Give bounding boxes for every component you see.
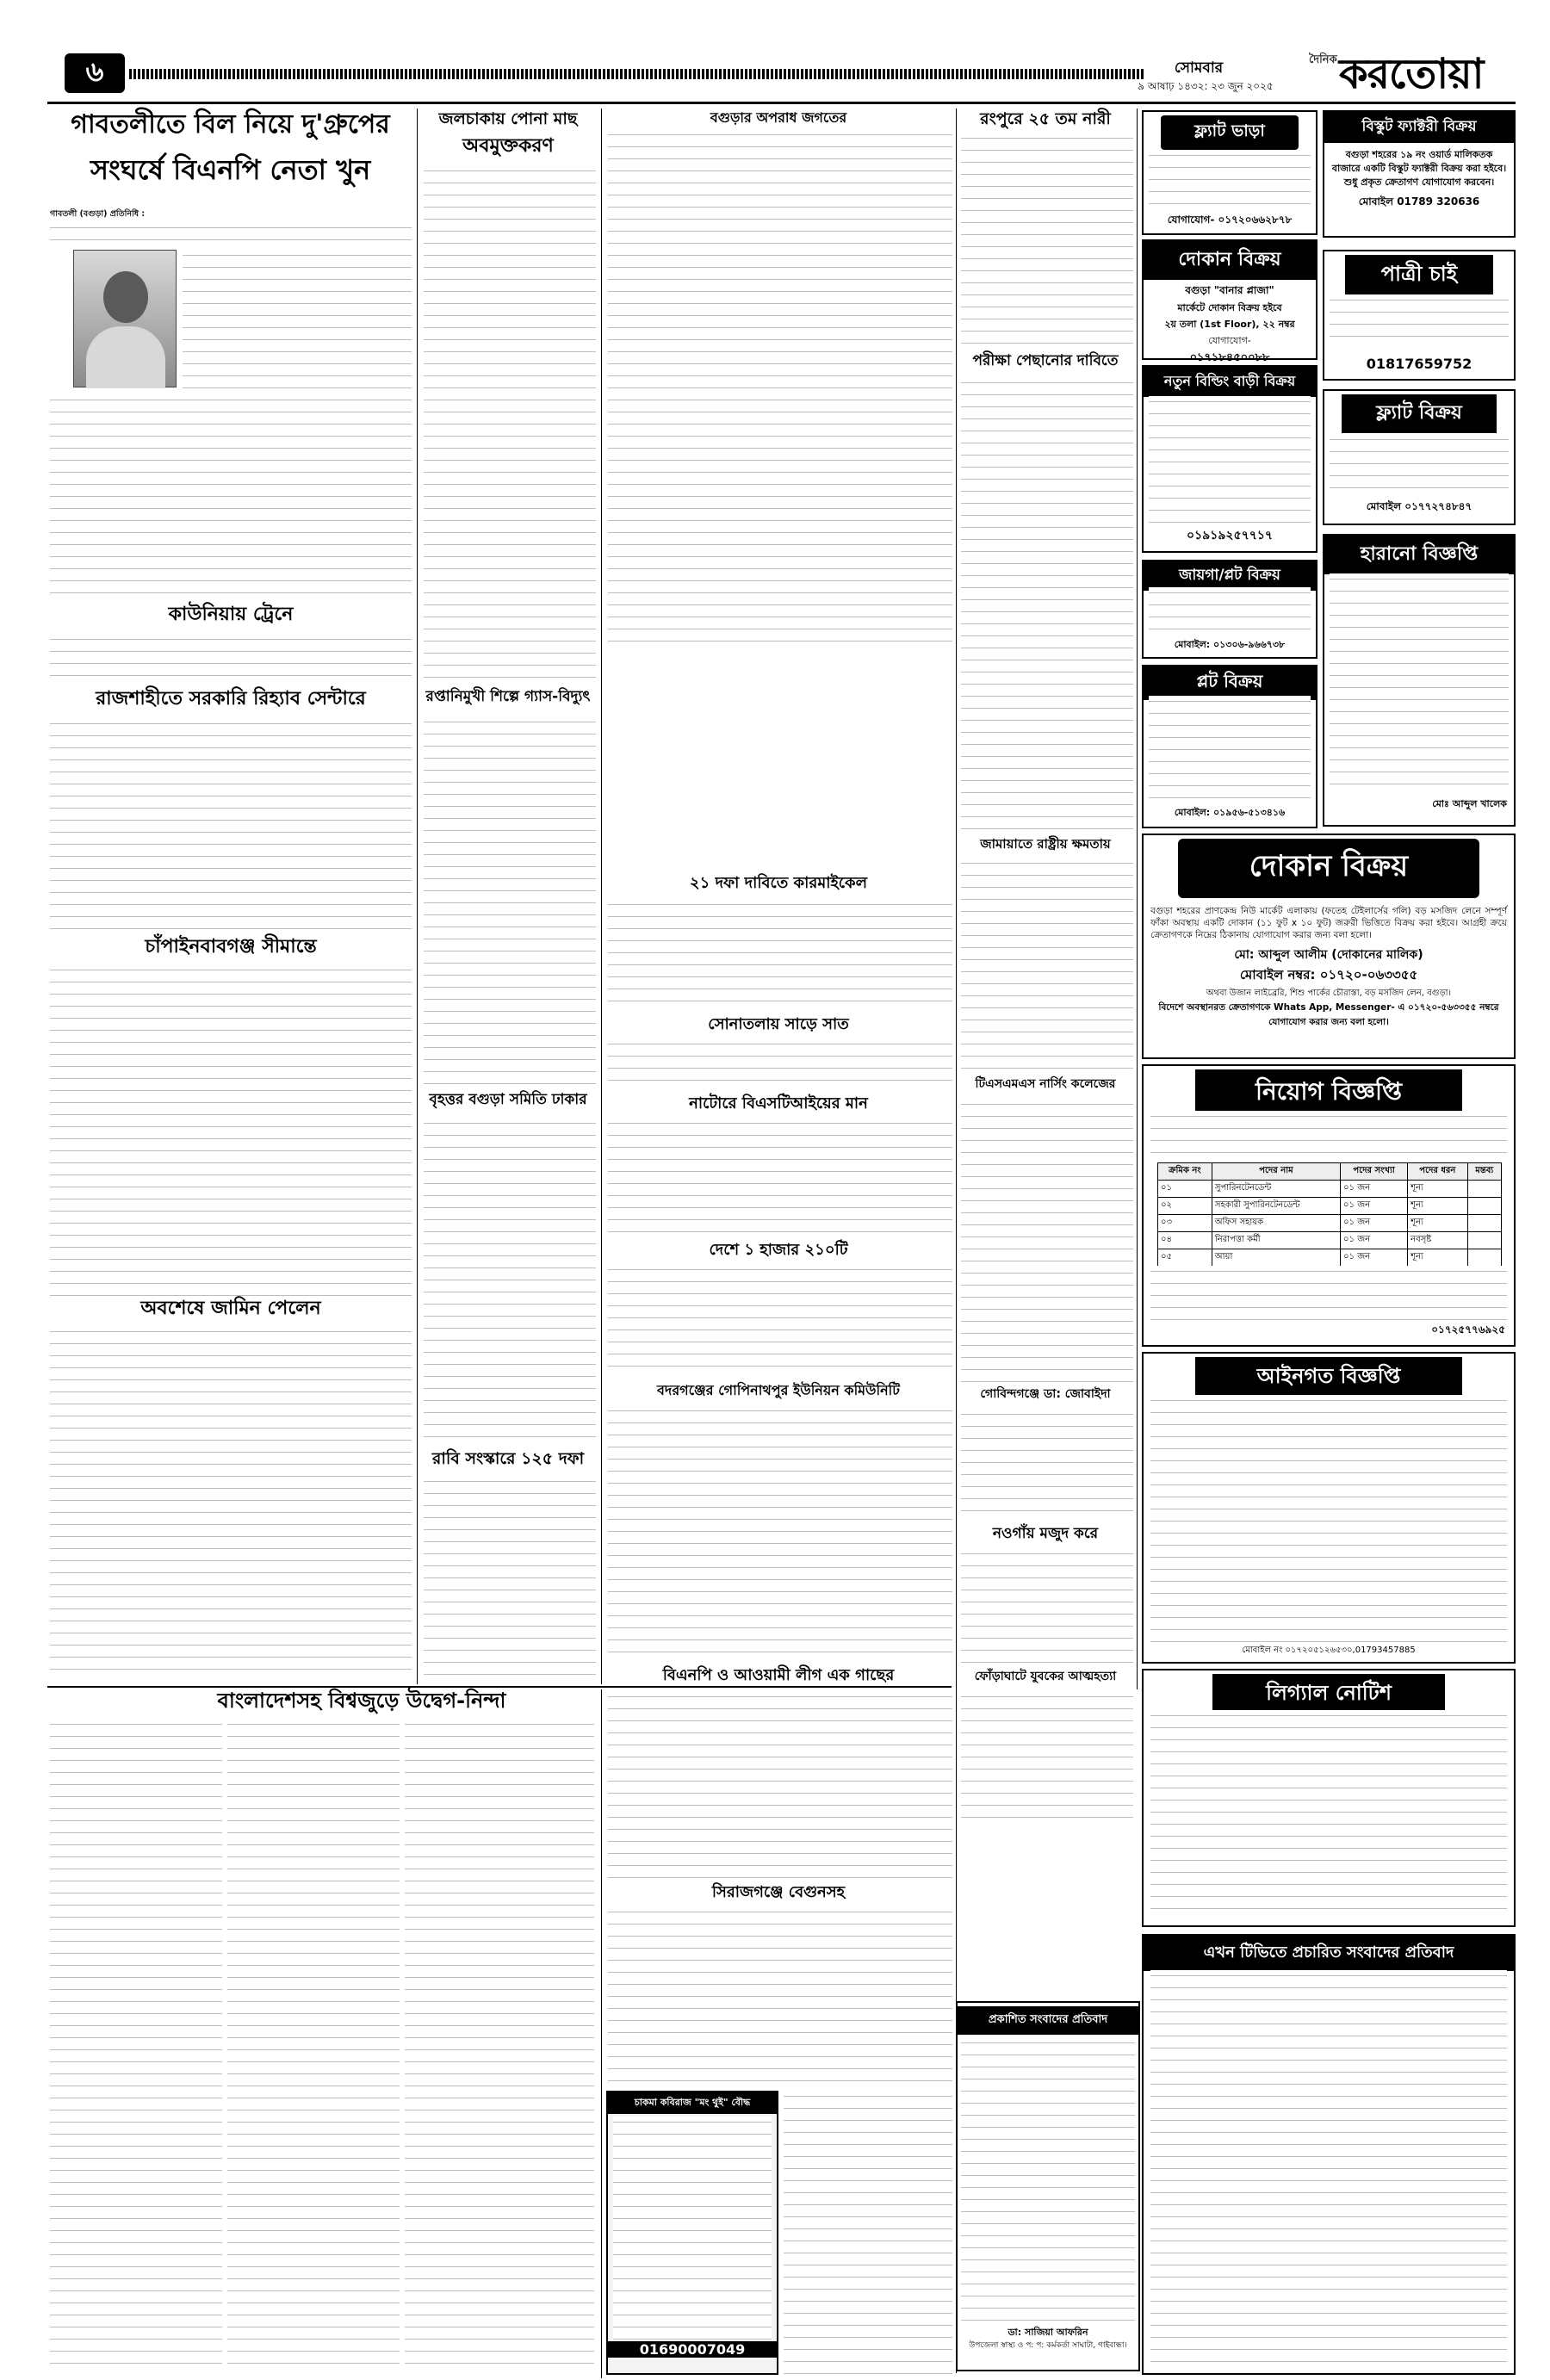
- sirajganj-body: [608, 1906, 952, 2087]
- lead-photo: [73, 250, 177, 387]
- bogura-crime-body: [608, 129, 952, 650]
- fish-subheadline: অবমুক্তকরণ: [462, 135, 554, 157]
- table-cell: নবসৃষ্ট: [1408, 1232, 1467, 1249]
- table-cell: ০১: [1158, 1181, 1212, 1198]
- rabi-headline: রাবি সংস্কারে ১২৫ দফা: [431, 1449, 585, 1468]
- gobindaganj-body: [961, 1409, 1133, 1521]
- nursing-body: [961, 1099, 1133, 1385]
- ad-big-shop-address: অথবা উজান লাইব্রেরি, শিশু পার্কের চৌরাস্তা, বড় মসজিদ লেন, বগুড়া।: [1206, 989, 1452, 998]
- ad-shop-sale: [1142, 239, 1318, 364]
- nursing-headline: টিএসএমএস নার্সিং কলেজের: [975, 1077, 1116, 1091]
- ad-shop-sale-line1: বগুড়া "বানার প্লাজা": [1185, 284, 1274, 296]
- table-header: পদের ধরন: [1408, 1163, 1467, 1181]
- export-headline: রপ্তানিমুখী শিল্পে গ্যাস-বিদ্যুৎ: [425, 688, 591, 705]
- lower-divider: [47, 1686, 952, 1688]
- header-divider: [47, 102, 1516, 104]
- jamaat-headline: জামায়াতে রাষ্ট্রীয় ক্ষমতায়: [980, 836, 1111, 852]
- bd-conflict-body-1: [50, 1719, 222, 2373]
- ad-flat-rent-title: ফ্ল্যাট ভাড়া: [1161, 115, 1299, 150]
- ad-legal1: [1142, 1352, 1516, 1664]
- ad-plot-sale: [1142, 665, 1318, 828]
- rangpur-headline: রংপুরে ২৫ তম নারী: [980, 109, 1111, 128]
- gobindaganj-headline: গোবিন্দগঞ্জে ডা: জোবাইদা: [980, 1387, 1111, 1401]
- naogaon-headline: নওগাঁয় মজুদ করে: [992, 1525, 1099, 1542]
- natore-headline: নাটোরে বিএসটিআইয়ের মান: [689, 1094, 868, 1113]
- table-header: পদের নাম: [1212, 1163, 1340, 1181]
- ad-recruitment-phone: ০১৭২৫৭৭৬৯২৫: [1431, 1323, 1505, 1336]
- ad-land-sale-phone: মোবাইল: ০১৩০৬-৯৬৬৭৩৮: [1174, 639, 1286, 650]
- ad-biscuit-phone: মোবাইল 01789 320636: [1358, 195, 1480, 208]
- lead-body-1: [50, 222, 412, 248]
- table-cell: [1467, 1249, 1501, 1267]
- ad-chakma-title: চাকমা কবিরাজ "মং থুই" বৌদ্ধ: [608, 2092, 777, 2114]
- bd-conflict-body-3: [405, 1719, 594, 2373]
- ad-shop-sale-title: দোকান বিক্রয়: [1144, 241, 1316, 280]
- ad-big-shop: [1142, 834, 1516, 1059]
- misc-body: [784, 2091, 952, 2375]
- table-cell: [1467, 1198, 1501, 1215]
- table-cell: [1467, 1181, 1501, 1198]
- table-cell: শূন্য: [1408, 1215, 1467, 1232]
- table-cell: ০৩: [1158, 1215, 1212, 1232]
- gold-body: [608, 1038, 952, 1090]
- table-cell: ০৫: [1158, 1249, 1212, 1267]
- ad-flat-rent-phone: যোগাযোগ- ০১৭২০৬৬২৮৭৮: [1167, 214, 1293, 226]
- ad-building-sale: [1142, 365, 1318, 553]
- bnp-headline: বিএনপি ও আওয়ামী লীগ এক গাছের: [662, 1666, 895, 1684]
- kaunia-body: [50, 634, 412, 687]
- rajshahi-body: [50, 718, 412, 933]
- table-row: [1158, 1249, 1502, 1267]
- bogura-crime-headline: বগুড়ার অপরাধ জগতের: [710, 109, 847, 126]
- natore-body: [608, 1118, 952, 1238]
- page-number: ৬: [85, 55, 104, 88]
- ad-chakma: [606, 2091, 778, 2375]
- gopinath-body: [608, 1405, 952, 1664]
- ad-land-sale-title: জায়গা/প্লট বিক্রয়: [1144, 561, 1316, 591]
- header-date-full: ৯ আষাঢ় ১৪৩২: ২৩ জুন ২০২৫: [1138, 80, 1274, 92]
- rangpur-body: [961, 133, 1133, 348]
- table-row: [1158, 1215, 1502, 1232]
- ad-big-shop-mobile: মোবাইল নম্বর: ০১৭২০-০৬৩৩৫৫: [1239, 967, 1418, 982]
- rally-headline: বৃহত্তর বগুড়া সমিতি ঢাকার: [429, 1091, 587, 1108]
- rebuttal-center-body: [961, 2037, 1135, 2321]
- ad-shop-sale-line2: মার্কেটে দোকান বিক্রয় হইবে: [1177, 302, 1282, 313]
- table-cell: [1467, 1232, 1501, 1249]
- export-body: [424, 716, 596, 1087]
- table-cell: নিরাপত্তা কর্মী: [1212, 1232, 1340, 1249]
- ad-rebuttal-center-signature: ডা: সাজিয়া আফরিন: [1008, 2327, 1088, 2338]
- bd-conflict-headline: বাংলাদেশসহ বিশ্বজুড়ে উদ্বেগ-নিন্দা: [217, 1689, 506, 1713]
- ad-legal1-phone: মোবাইল নং ০১৭২০৫১২৬৫৩০,01793457885: [1242, 1646, 1416, 1655]
- col-rule-5: [601, 1689, 602, 2378]
- ad-big-shop-title: দোকান বিক্রয়: [1178, 839, 1479, 898]
- table-header: মন্তব্য: [1467, 1163, 1501, 1181]
- bd-conflict-body-2: [227, 1719, 400, 2373]
- fish-headline: জলচাকায় পোনা মাছ: [438, 109, 578, 128]
- lead-body-2: [183, 250, 412, 392]
- ad-building-sale-title: নতুন বিল্ডিং বাড়ী বিক্রয়: [1144, 367, 1316, 397]
- ad-rebuttal-center-sub: উপজেলা স্বাস্থ্য ও প: প: কর্মকর্তা সাঘাটা, গাইবান্ধা।: [969, 2341, 1127, 2350]
- table-cell: ০১ জন: [1341, 1181, 1408, 1198]
- sirajganj-headline: সিরাজগঞ্জে বেগুনসহ: [711, 1883, 846, 1901]
- ad-shop-sale-line4: যোগাযোগ-: [1208, 335, 1251, 346]
- page-number-badge: [65, 53, 125, 93]
- header-date-day: সোমবার: [1174, 59, 1224, 77]
- table-cell: ০১ জন: [1341, 1232, 1408, 1249]
- table-row: [1158, 1198, 1502, 1215]
- ad-biscuit: [1323, 110, 1516, 238]
- col-rule-2: [601, 108, 602, 1684]
- ad-land-sale: [1142, 560, 1318, 659]
- ad-bride: [1323, 250, 1516, 381]
- ad-flat-sale: [1323, 389, 1516, 525]
- table-row: [1158, 1232, 1502, 1249]
- ad-plot-sale-title: প্লট বিক্রয়: [1144, 666, 1316, 700]
- table-cell: ০১ জন: [1341, 1215, 1408, 1232]
- ad-legal2-title: লিগ্যাল নোটিশ: [1212, 1674, 1445, 1715]
- table-cell: ০১ জন: [1341, 1198, 1408, 1215]
- gold-headline: সোনাতলায় সাড়ে সাত: [708, 1015, 849, 1033]
- table-cell: ০৪: [1158, 1232, 1212, 1249]
- gopinath-headline: বদরগঞ্জের গোপিনাথপুর ইউনিয়ন কমিউনিটি: [657, 1382, 900, 1398]
- header-left-rule: [129, 69, 1145, 79]
- ad-biscuit-title: বিস্কুট ফ্যাক্টরী বিক্রয়: [1324, 112, 1514, 143]
- table-row: [1158, 1181, 1502, 1198]
- exam-body: [961, 377, 1133, 834]
- youth-body: [961, 1691, 1133, 1820]
- ad-shop-sale-phone: ০১৭১৮৪৫০০৮৮: [1189, 351, 1270, 364]
- lead-headline-1: গাবতলীতে বিল নিয়ে দু'গ্রুপের: [71, 109, 390, 139]
- table-cell: আয়া: [1212, 1249, 1340, 1267]
- ad-lost-title: হারানো বিজ্ঞপ্তি: [1324, 536, 1514, 574]
- ad-legal1-title: আইনগত বিজ্ঞপ্তি: [1195, 1357, 1462, 1398]
- table-cell: শূন্য: [1408, 1198, 1467, 1215]
- col-rule-4: [1137, 108, 1138, 1689]
- ad-rebuttal-center-title: প্রকাশিত সংবাদের প্রতিবাদ: [956, 2006, 1140, 2035]
- ad-lost-signature: মোঃ আব্দুল খালেক: [1432, 798, 1507, 809]
- ad-plot-sale-phone: মোবাইল: ০১৯৫৬-৫১৩৪১৬: [1174, 807, 1286, 818]
- ad-recruitment: [1142, 1064, 1516, 1347]
- fish-body: [424, 165, 596, 682]
- jamaat-body: [961, 858, 1133, 1073]
- ad-rebuttal-tv: [1142, 1934, 1516, 2375]
- table-cell: শূন্য: [1408, 1249, 1467, 1267]
- ad-recruitment-title: নিয়োগ বিজ্ঞপ্তি: [1195, 1069, 1462, 1117]
- ad-bride-title: পাত্রী চাই: [1345, 255, 1493, 296]
- kaunia-headline: কাউনিয়ায় ট্রেনে: [168, 604, 294, 625]
- ad-chakma-phone: 01690007049: [608, 2341, 777, 2358]
- lead-headline-2: সংঘর্ষে বিএনপি নেতা খুন: [90, 153, 371, 186]
- table-cell: অফিস সহায়ক: [1212, 1215, 1340, 1232]
- masthead: করতোয়া: [1339, 50, 1484, 98]
- country-body: [608, 1264, 952, 1378]
- ad-biscuit-body: বগুড়া শহরের ১৯ নং ওয়ার্ড মালিকতক বাজারে একটি বিস্কুট ফ্যাক্টরী বিক্রয় করা হইবে। শুধু প্রকৃত ক্রেতাগণ যোগাযোগ করবেন।: [1331, 149, 1507, 188]
- karamaikel-headline: ২১ দফা দাবিতে কারমাইকেল: [689, 874, 868, 892]
- country-headline: দেশে ১ হাজার ২১০টি: [709, 1241, 848, 1259]
- youth-headline: ফোঁড়াঘাটে যুবকের আত্মহত্যা: [974, 1670, 1117, 1683]
- ad-lost: [1323, 534, 1516, 827]
- naogaon-body: [961, 1548, 1133, 1669]
- ad-rebuttal-tv-title: এখন টিভিতে প্রচারিত সংবাদের প্রতিবাদ: [1144, 1936, 1514, 1971]
- table-cell: ০১ জন: [1341, 1249, 1408, 1267]
- exam-headline: পরীক্ষা পেছানোর দাবিতে: [972, 352, 1119, 369]
- table-cell: ০২: [1158, 1198, 1212, 1215]
- ad-big-shop-whatsapp: বিদেশে অবস্থানরত ক্রেতাগণকে Whats App, Messenger- এ ০১৭২০-৫৬৩৩৫৫ নম্বরে যোগাযোগ করার জন্য বলা হলো।: [1158, 1002, 1499, 1027]
- karamaikel-body: [608, 899, 952, 1011]
- ad-legal2: [1142, 1669, 1516, 1927]
- table-header: পদের সংখ্যা: [1341, 1163, 1408, 1181]
- table-cell: সুপারিনটেনডেন্ট: [1212, 1181, 1340, 1198]
- ad-bride-phone: 01817659752: [1366, 356, 1472, 372]
- bail-body: [50, 1326, 412, 1679]
- ad-flat-sale-phone: মোবাইল ০১৭৭২৭৪৮৪৭: [1366, 500, 1472, 512]
- rally-body: [424, 1118, 596, 1445]
- lead-body-3: [50, 394, 412, 601]
- table-cell: [1467, 1215, 1501, 1232]
- rabi-body: [424, 1476, 596, 1683]
- table-cell: শূন্য: [1408, 1181, 1467, 1198]
- masthead-small: দৈনিক: [1309, 53, 1337, 66]
- table-header: ক্রমিক নং: [1158, 1163, 1212, 1181]
- ad-big-shop-name: মো: আব্দুল আলীম (দোকানের মালিক): [1234, 948, 1423, 962]
- lead-dateline: গাবতলী (বগুড়া) প্রতিনিধি :: [50, 209, 146, 219]
- ad-building-sale-phone: ০১৯১৯২৫৭৭১৭: [1186, 529, 1274, 542]
- chapai-body: [50, 964, 412, 1296]
- ad-flat-rent: [1142, 110, 1318, 235]
- ad-flat-sale-title: ফ্ল্যাট বিক্রয়: [1342, 394, 1497, 433]
- bnp-body: [608, 1691, 952, 1881]
- ad-shop-sale-line3: ২য় তলা (1st Floor), ২২ নম্বর: [1164, 319, 1295, 330]
- bail-headline: অবশেষে জামিন পেলেন: [140, 1298, 321, 1319]
- table-cell: সহকারী সুপারিনটেনডেন্ট: [1212, 1198, 1340, 1215]
- col-rule-1: [417, 108, 418, 1684]
- ad-big-shop-body: বগুড়া শহরের প্রাণকেন্দ্র নিউ মার্কেট এলাকায় (ফতেহ টেইলার্সের গলি) বড় মসজিদ লেনে সম্পূর্ণ ফাঁকা অবস্থায় একটি দোকান (১১ ফুট x ১০ ফুট) জরুরী ভিত্তিতে বিক্রয় করা হইবে। আগ্রহী ক্রয়ে ক্রেতাগণকে নিম্নের ঠিকানায় যোগাযোগ করার জন্য বলা হলো।: [1150, 906, 1507, 940]
- rajshahi-headline: রাজশাহীতে সরকারি রিহ্যাব সেন্টারে: [96, 688, 366, 710]
- chapai-headline: চাঁপাইনবাবগঞ্জ সীমান্তে: [145, 936, 317, 958]
